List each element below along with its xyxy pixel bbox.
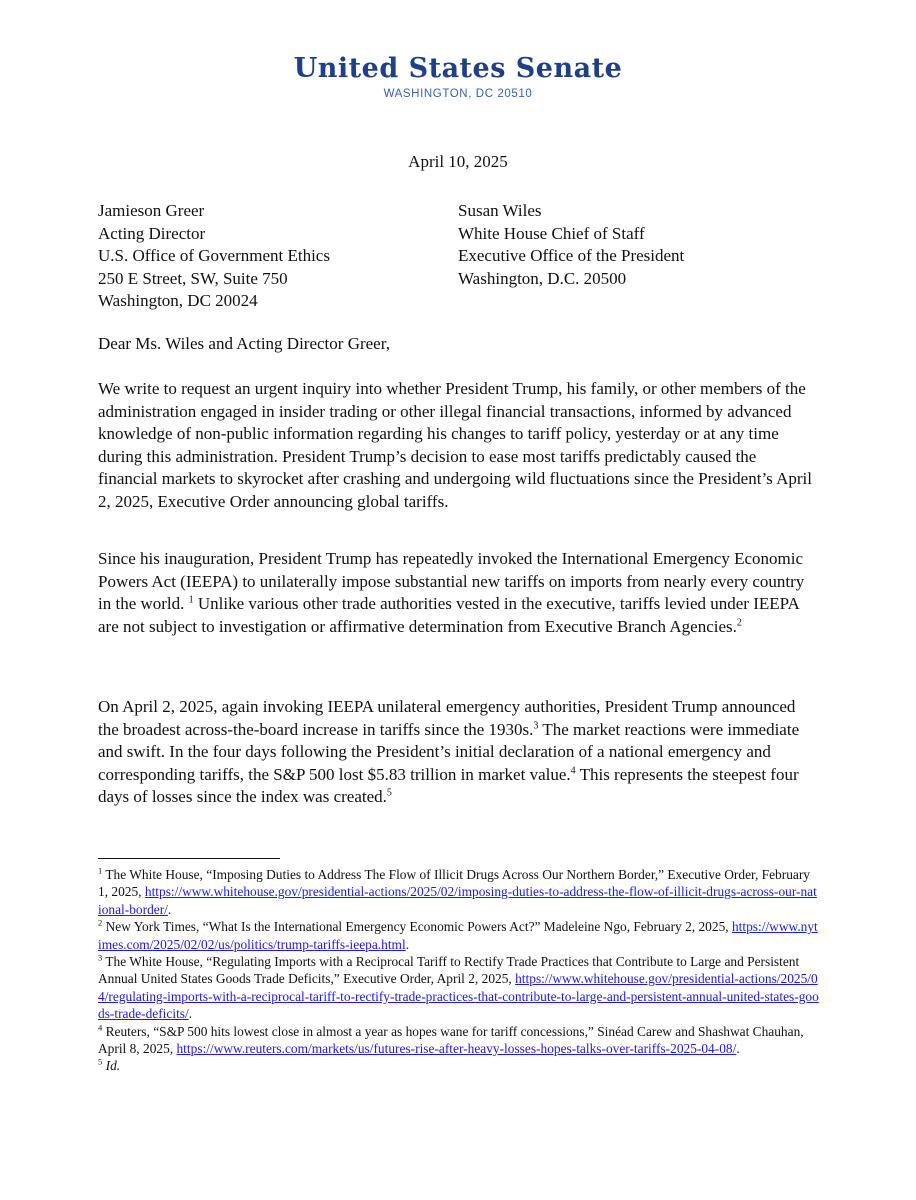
footnote-3: $^3$ The White House, “Regulating Imports with a Reciprocal Tariff to Rectify Trade Practices that Contribute to Large and Persistent Annual United States Goods Trade Deficits,” Executive Order, April 2, 2025, https://www.whitehouse.gov/presidential-actions/2025/04/regulating-imports-with-a-reciprocal-tariff-to-rectify-trade-practices-that-contribute-to-large-and-persistent-annual-united-states-goods-trade-deficits/. [98,952,819,1022]
footnote-divider [98,858,280,859]
footnote-1: $^1$ The White House, “Imposing Duties to Address The Flow of Illicit Drugs Across Our Northern Border,” Executive Order, February 1, 2025, https://www.whitehouse.gov/presidential-actions/2025/02/imposing-duties-to-address-the-flow-of-illicit-drugs-across-our-national-border/. [98,865,817,917]
salutation: Dear Ms. Wiles and Acting Director Greer, [98,334,390,353]
footnote-text: New York Times, “What Is the International Emergency Economic Powers Act?” Madeleine Ngo, February 2, 2025, [102,919,732,935]
address-line: White House Chief of Staff [458,223,645,243]
paragraph-1 [98,378,818,513]
footnote-link[interactable]: https://www.nytimes.com/2025/02/02/us/politics/trump-tariffs-ieepa.html [98,919,818,952]
paragraph-text: The market reactions were immediate and swift. In the four days following the President’s initial declaration of a national emergency and corresponding tariffs, the S&P 500 lost $5.83 trillion in market value. [98,719,800,784]
recipient-address-right [458,200,684,290]
footnote-link[interactable]: https://www.reuters.com/markets/us/futures-rise-after-heavy-losses-hopes-talks-over-tariffs-2025-04-08/ [176,1041,737,1057]
address-line: Executive Office of the President [458,246,685,265]
address-line: Acting Director [98,223,206,243]
address-line: Washington, D.C. 20500 [458,268,627,288]
senate-location: WASHINGTON, DC 20510 [383,88,533,100]
letterhead [0,52,916,100]
footnote-number: 4 [98,1022,103,1033]
address-line: U.S. Office of Government Ethics [98,246,330,265]
footnote-ref-5[interactable]: 5 [386,787,392,799]
paragraph-text: This represents the steepest four days of losses since the index was created. [98,764,799,806]
footnote-text: Id. [105,1058,121,1074]
footnote-ref-2[interactable]: 2 [736,616,742,628]
footnote-ref-3[interactable]: 3 [533,719,539,731]
paragraph-text: We write to request an urgent inquiry into whether President Trump, his family, or other members of the administration engaged in insider trading or other illegal financial transactions, informed by advanced knowledge of non-public information regarding his changes to tariff policy, yesterday or at any time during this administration. President Trump’s decision to ease most tariffs predictably caused the financial markets to skyrocket after crashing and undergoing wild fluctuations since the President’s April 2, 2025, Executive Order announcing global tariffs. [98,379,812,511]
paragraph-3 [98,696,818,809]
footnote-ref-4[interactable]: 4 [570,764,576,776]
senate-title: United States Senate [293,53,623,84]
footnote-2: $^2$ New York Times, “What Is the International Emergency Economic Powers Act?” Madeleine Ngo, February 2, 2025, https://www.nytimes.com/2025/02/02/us/politics/trump-tariffs-ieepa.html. [98,917,818,952]
footnote-4: $^4$ Reuters, “S&P 500 hits lowest close in almost a year as hopes wane for tariff concessions,” Sinéad Carew and Shashwat Chauhan, April 8, 2025, https://www.reuters.com/markets/us/futures-rise-after-heavy-losses-hopes-talks-over-tariffs-2025-04-08/. [98,1022,804,1057]
paragraph-2 [98,548,818,638]
footnote-text: The White House, “Regulating Imports with a Reciprocal Tariff to Rectify Trade Practices that Contribute to Large and Persistent Annual United States Goods Trade Deficits,” Executive Order, April 2, 2025, [98,954,800,987]
footnote-number: 2 [98,917,103,928]
footnote-ref-1[interactable]: 1 [188,594,194,606]
paragraph-text: On April 2, 2025, again invoking IEEPA unilateral emergency authorities, President Trump announced the broadest across-the-board increase in tariffs since the 1930s. [98,697,796,739]
recipient-address-left [98,200,330,313]
footnote-text: Reuters, “S&P 500 hits lowest close in almost a year as hopes wane for tariff concessions,” Sinéad Carew and Shashwat Chauhan, April 8, 2025, [98,1023,804,1057]
footnote-link[interactable]: https://www.whitehouse.gov/presidential-actions/2025/02/imposing-duties-to-address-the-flow-of-illicit-drugs-across-our-national-border/ [98,884,817,917]
footnote-5 [98,1057,820,1074]
address-line: Washington, DC 20024 [98,291,258,310]
paragraph-text: Since his inauguration, President Trump has repeatedly invoked the International Emergency Economic Powers Act (IEEPA) to unilaterally impose substantial new tariffs on imports from nearly every country in the world. [98,549,805,613]
address-line: Jamieson Greer [98,201,205,220]
footnotes [98,866,820,1075]
letter-date: April 10, 2025 [408,152,508,171]
paragraph-text: Unlike various other trade authorities vested in the executive, tariffs levied under IEEPA are not subject to investigation or affirmative determination from Executive Branch Agencies. [98,594,799,636]
address-line: Susan Wiles [458,201,542,220]
footnote-link[interactable]: https://www.whitehouse.gov/presidential-actions/2025/04/regulating-imports-with-a-reciprocal-tariff-to-rectify-trade-practices-that-contribute-to-large-and-persistent-annual-united-states-goods-trade-deficits/ [98,971,819,1022]
footnote-number: 3 [98,952,103,963]
footnote-number: 1 [98,865,103,876]
address-line: 250 E Street, SW, Suite 750 [98,268,288,288]
footnote-number: 5 [98,1057,103,1067]
footnote-text: The White House, “Imposing Duties to Address The Flow of Illicit Drugs Across Our Northern Border,” Executive Order, February 1, 2025, [98,867,810,900]
